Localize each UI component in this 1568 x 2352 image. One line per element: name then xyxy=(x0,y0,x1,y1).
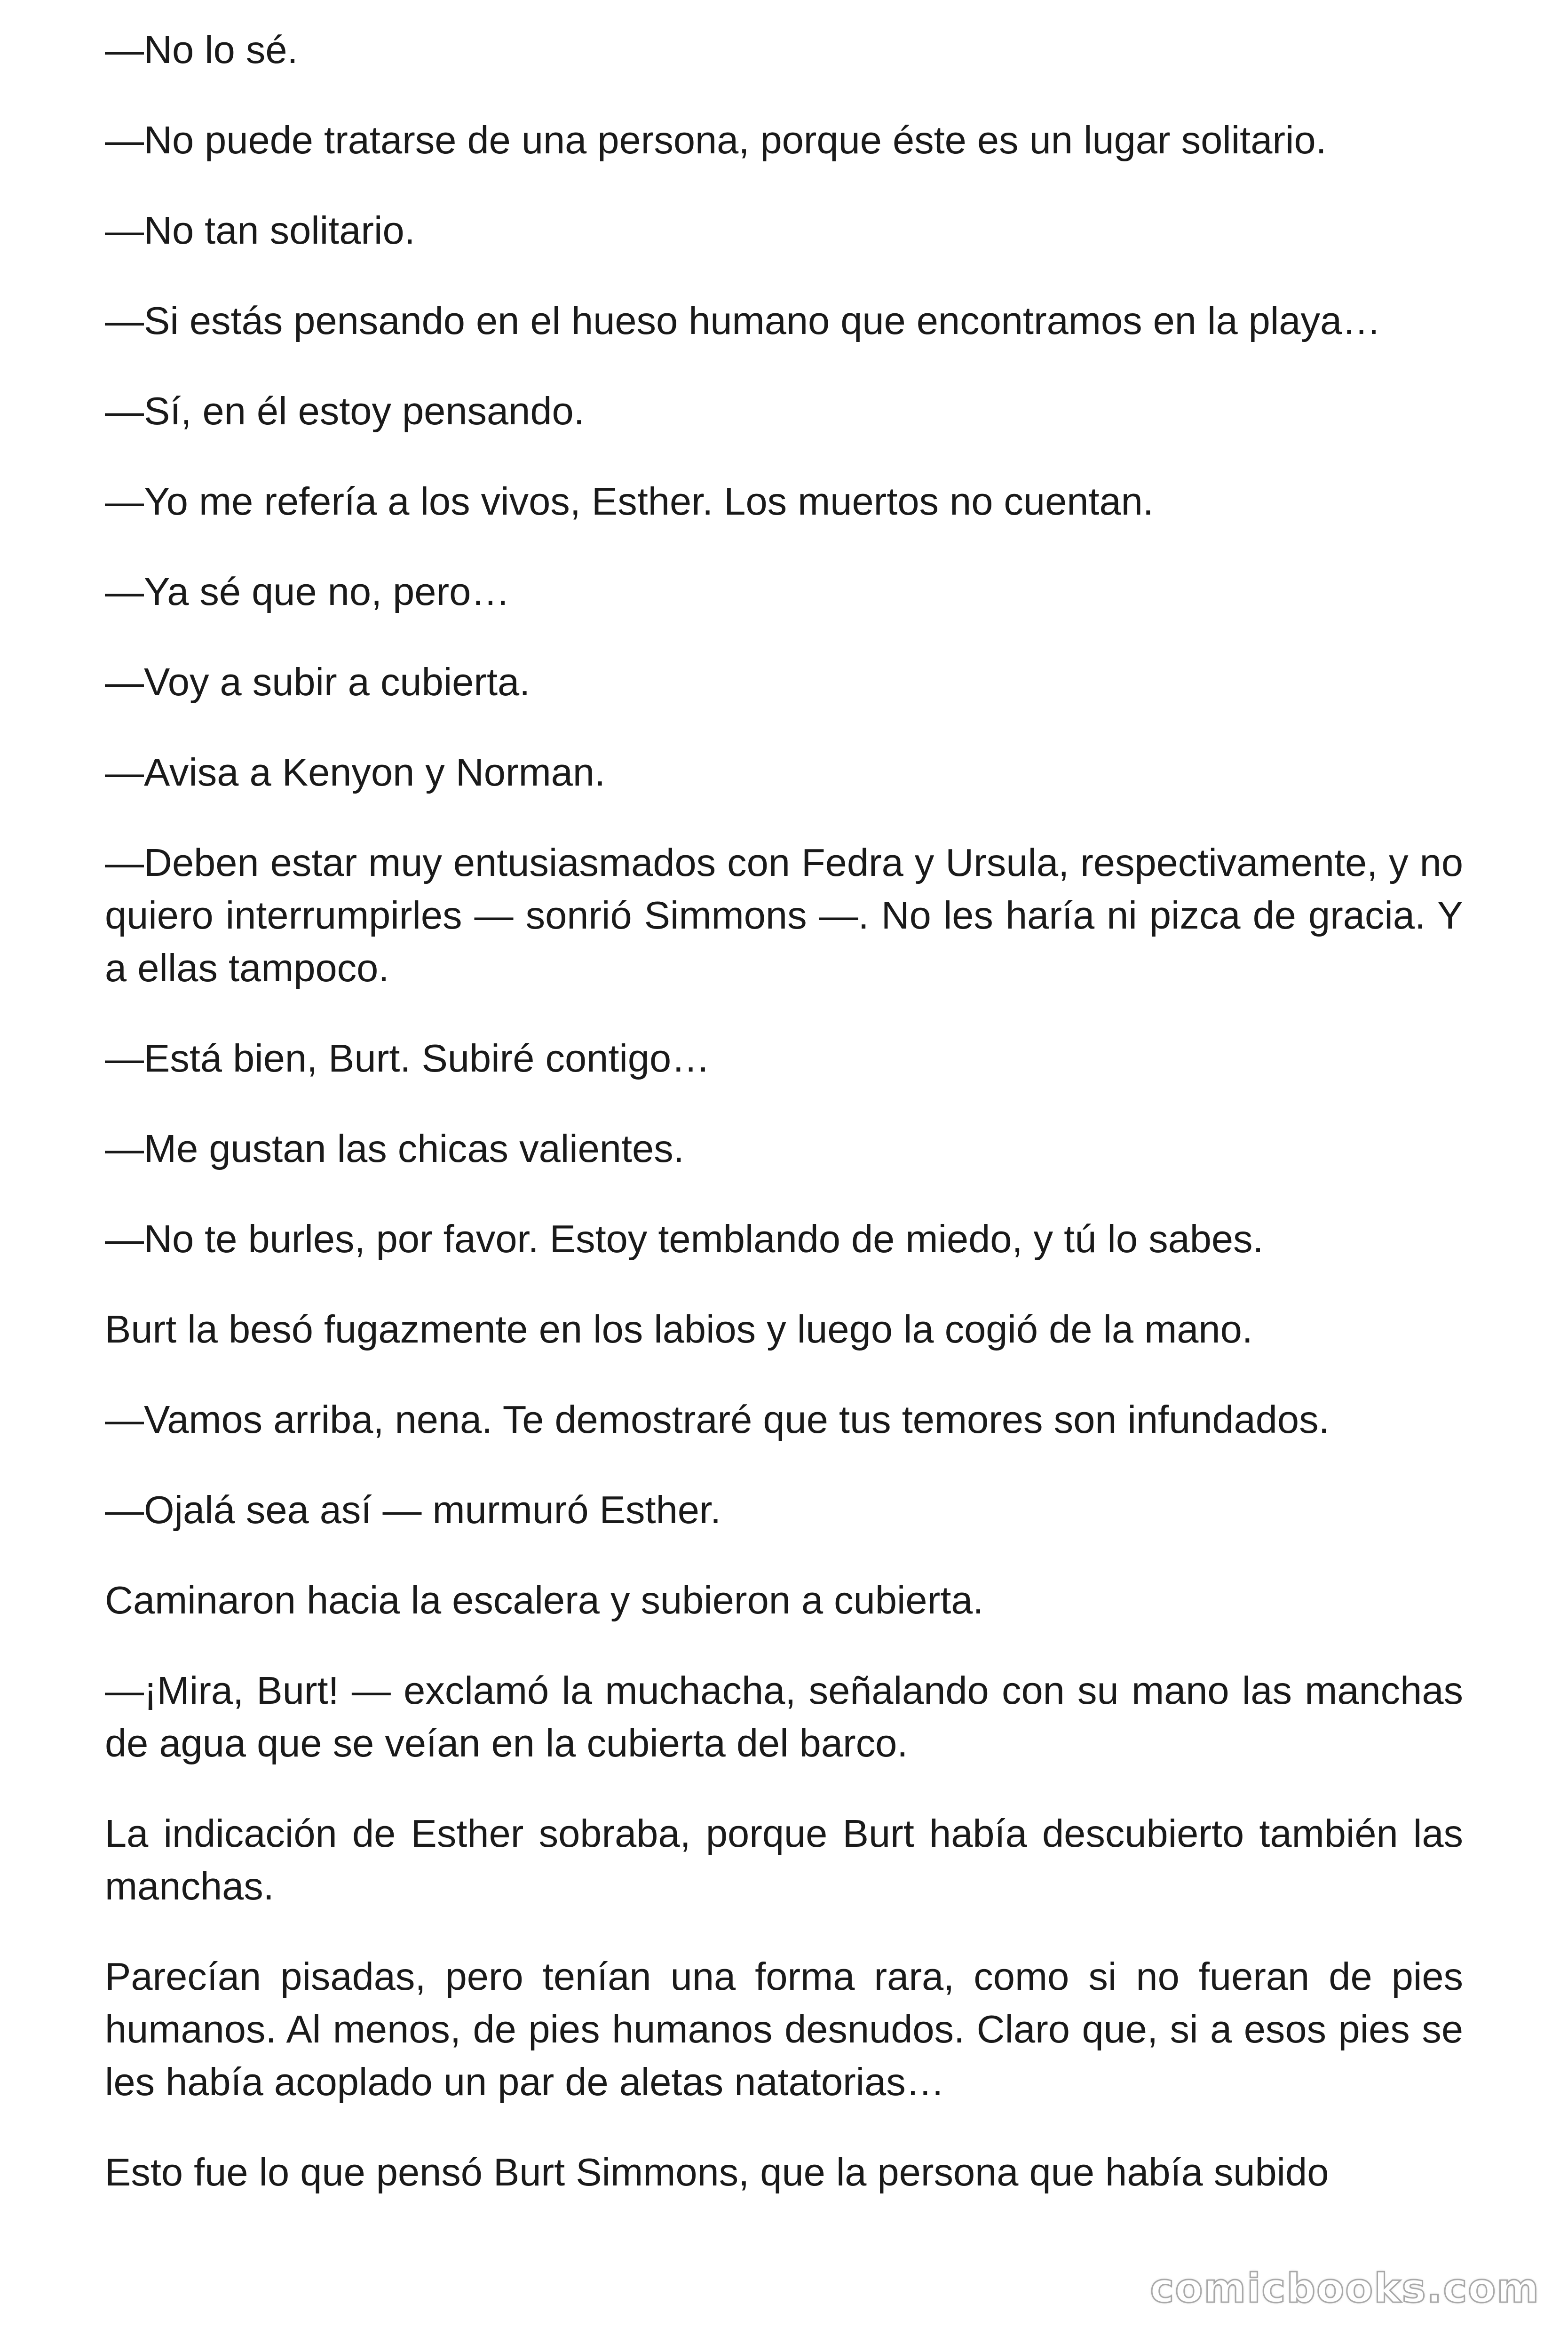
paragraph-15: —Vamos arriba, nena. Te demostraré que tus temores son infundados. xyxy=(105,1398,1330,1441)
paragraph-4: —Si estás pensando en el hueso humano que encontramos en la playa… xyxy=(105,299,1381,342)
watermark-logo: comicbooks.com xyxy=(1150,2265,1540,2312)
paragraph-5: —Sí, en él estoy pensando. xyxy=(105,389,585,433)
paragraph-20: Parecían pisadas, pero tenían una forma rara, como si no fueran de pies humanos. Al menos, de pies humanos desnudos. Claro que, si a esos pies se les había acoplado un par de aletas natatorias… xyxy=(105,1955,1463,2104)
paragraph-9: —Avisa a Kenyon y Norman. xyxy=(105,750,606,794)
paragraph-3: —No tan solitario. xyxy=(105,208,415,252)
paragraph-12: —Me gustan las chicas valientes. xyxy=(105,1127,684,1170)
paragraph-10: —Deben estar muy entusiasmados con Fedra y Ursula, respectivamente, y no quiero interrumpirles — sonrió Simmons —. No les haría ni pizca de gracia. Y a ellas tampoco. xyxy=(105,841,1463,990)
paragraph-16: —Ojalá sea así — murmuró Esther. xyxy=(105,1488,721,1532)
page-body xyxy=(105,24,1463,2199)
paragraph-17: Caminaron hacia la escalera y subieron a cubierta. xyxy=(105,1578,984,1622)
paragraph-14: Burt la besó fugazmente en los labios y luego la cogió de la mano. xyxy=(105,1307,1253,1351)
paragraph-1: —No lo sé. xyxy=(105,28,298,72)
paragraph-13: —No te burles, por favor. Estoy temblando de miedo, y tú lo sabes. xyxy=(105,1217,1264,1261)
paragraph-6: —Yo me refería a los vivos, Esther. Los muertos no cuentan. xyxy=(105,479,1154,523)
paragraph-21: Esto fue lo que pensó Burt Simmons, que la persona que había subido xyxy=(105,2150,1329,2194)
paragraph-2: —No puede tratarse de una persona, porque éste es un lugar solitario. xyxy=(105,118,1327,162)
paragraph-11: —Está bien, Burt. Subiré contigo… xyxy=(105,1036,711,1080)
paragraph-7: —Ya sé que no, pero… xyxy=(105,570,510,613)
paragraph-18: —¡Mira, Burt! — exclamó la muchacha, señalando con su mano las manchas de agua que se veían en la cubierta del barco. xyxy=(105,1669,1463,1765)
paragraph-8: —Voy a subir a cubierta. xyxy=(105,660,531,704)
paragraph-19: La indicación de Esther sobraba, porque Burt había descubierto también las manchas. xyxy=(105,1812,1463,1908)
